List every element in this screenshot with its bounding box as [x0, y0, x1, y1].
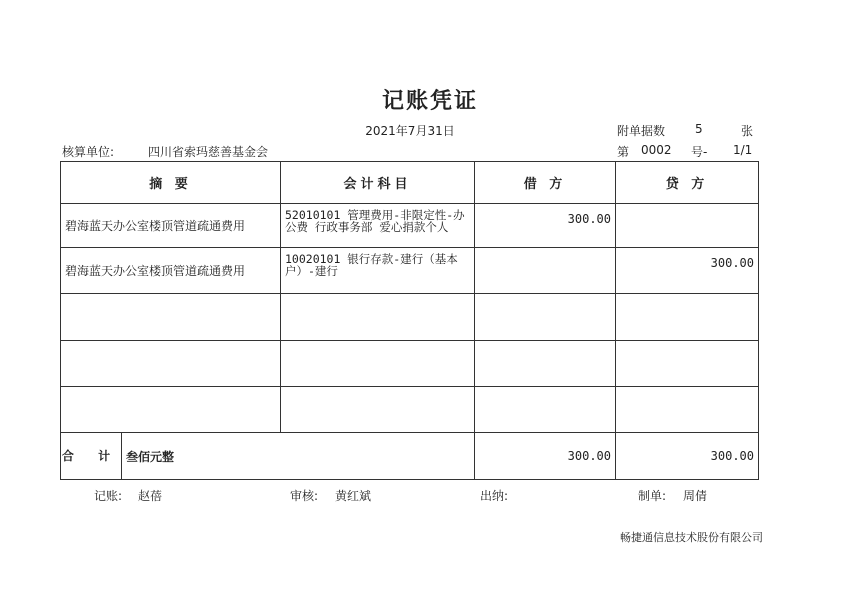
voucher-no-prefix: 第 — [617, 145, 630, 159]
preparer-label: 制单: — [638, 489, 667, 503]
attachments-label: 附单据数 — [617, 124, 666, 138]
header-credit: 贷 方 — [616, 162, 759, 204]
unit-name: 四川省索玛慈善基金会 — [148, 145, 269, 159]
total-label: 合 计 — [61, 433, 122, 479]
unit-label: 核算单位: — [62, 145, 115, 159]
table-row — [61, 248, 759, 294]
entry-summary: 碧海蓝天办公室楼顶管道疏通费用 — [61, 204, 281, 248]
voucher-table — [60, 161, 759, 480]
table-row-empty — [61, 294, 759, 341]
total-row — [61, 433, 759, 480]
cashier-label: 出纳: — [480, 489, 509, 503]
total-capital: 叁佰元整 — [126, 449, 175, 464]
reviewer-label: 审核: — [290, 489, 319, 503]
voucher-title: 记账凭证 — [381, 89, 478, 114]
total-credit: 300.00 — [616, 433, 759, 480]
header-account: 会计科目 — [281, 162, 475, 204]
total-debit: 300.00 — [475, 433, 616, 480]
entry-credit: 300.00 — [616, 248, 759, 294]
voucher-no-suffix: 号- — [691, 145, 708, 159]
bookkeeper-label: 记账: — [94, 489, 123, 503]
table-row-empty — [61, 387, 759, 433]
entry-debit — [475, 248, 616, 294]
header-debit: 借 方 — [475, 162, 616, 204]
bookkeeper-name: 赵蓓 — [138, 489, 163, 503]
reviewer-name: 黄红斌 — [335, 489, 372, 503]
attachments-count: 5 — [695, 122, 703, 136]
entry-credit — [616, 204, 759, 248]
header-summary: 摘 要 — [61, 162, 281, 204]
voucher-number: 0002 — [641, 143, 672, 157]
voucher-page: 1/1 — [733, 143, 753, 157]
company-name: 畅捷通信息技术股份有限公司 — [620, 531, 763, 544]
table-row — [61, 204, 759, 248]
entry-account: 52010101 管理费用-非限定性-办公费 行政事务部 爱心捐款个人 — [281, 204, 475, 248]
preparer-name: 周倩 — [683, 489, 708, 503]
entry-debit: 300.00 — [475, 204, 616, 248]
attachments-unit: 张 — [741, 124, 754, 138]
voucher-date: 2021年7月31日 — [365, 124, 455, 138]
entry-summary: 碧海蓝天办公室楼顶管道疏通费用 — [61, 248, 281, 294]
table-row-empty — [61, 341, 759, 387]
entry-account: 10020101 银行存款-建行（基本户）-建行 — [281, 248, 475, 294]
header-row — [61, 162, 759, 204]
